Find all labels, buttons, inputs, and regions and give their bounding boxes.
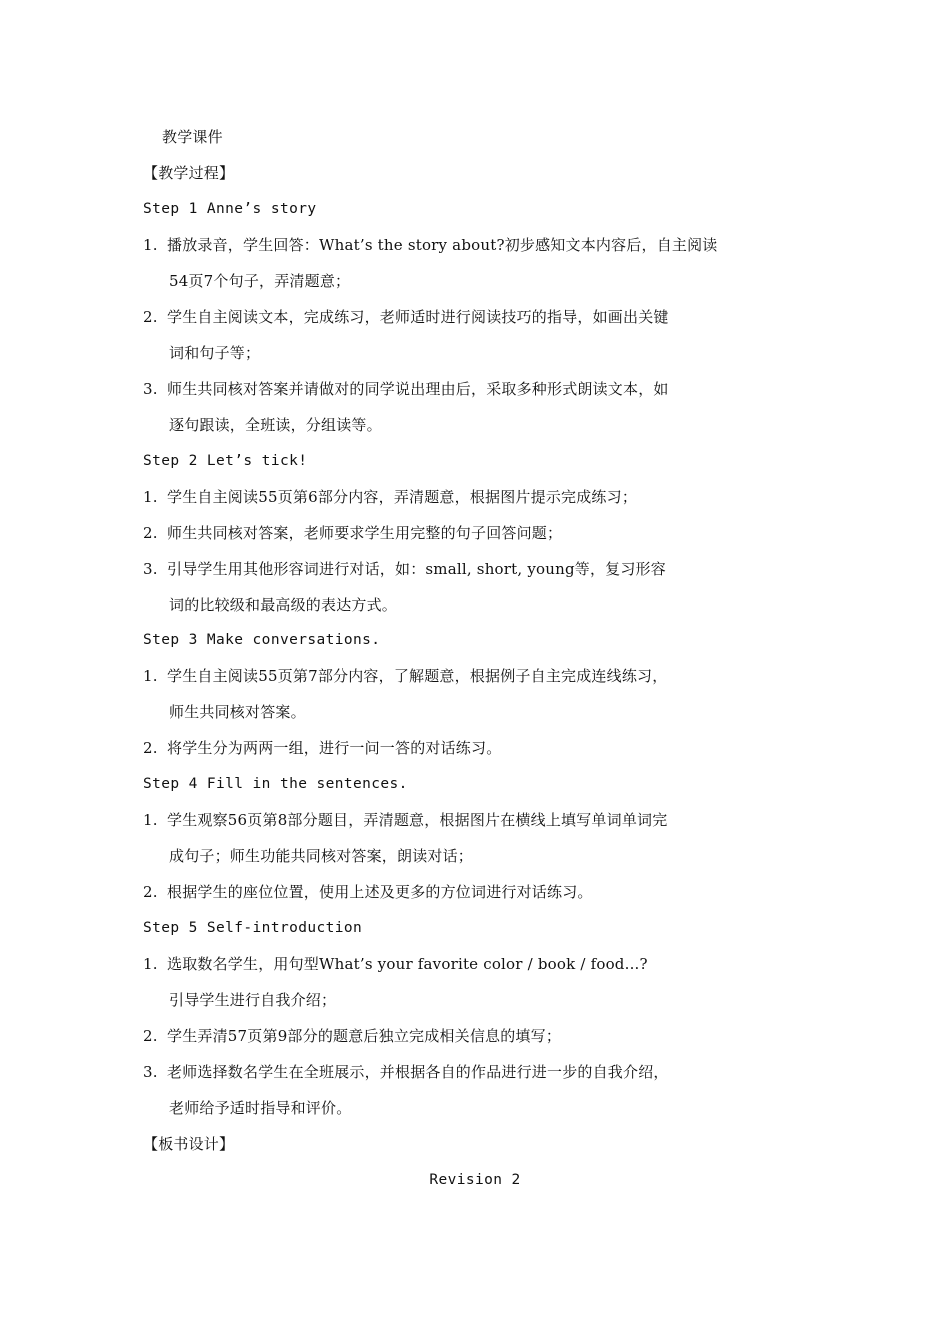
list-number: 1. [143,811,158,829]
list-item-text: 学生自主阅读文本，完成练习，老师适时进行阅读技巧的指导，如画出关键 [167,308,669,326]
list-number: 1. [143,667,158,685]
step-1-item-1 [143,235,718,255]
step-5-item-1-cont: 引导学生进行自我介绍； [169,991,337,1009]
list-item-text: 学生弄清57页第9部分的题意后独立完成相关信息的填写； [167,1027,562,1045]
list-item-text: 师生共同核对答案，老师要求学生用完整的句子回答问题； [167,524,563,542]
list-item-text: 老师选择数名学生在全班展示，并根据各自的作品进行进一步的自我介绍， [167,1063,669,1081]
step-2-title: Step 2 Let’s tick! [143,453,308,469]
list-item-text: 根据学生的座位位置，使用上述及更多的方位词进行对话练习。 [167,883,593,901]
board-title: Revision 2 [429,1172,521,1188]
step-1-title: Step 1 Anne’s story [143,201,317,217]
step-5-item-3-cont: 老师给予适时指导和评价。 [169,1099,352,1117]
step-4-item-2 [143,882,593,902]
list-item-text: 引导学生用其他形容词进行对话，如：small, short, young等，复习形容 [167,560,666,578]
list-number: 1. [143,955,158,973]
step-1-item-2-cont: 词和句子等； [169,344,261,362]
step-2-item-3 [143,559,666,579]
list-item-text: 选取数名学生，用句型What’s your favorite color / book / food...? [167,955,648,973]
list-number: 3. [143,560,158,578]
list-number: 2. [143,739,158,757]
step-3-item-1 [143,666,667,686]
step-5-item-2 [143,1026,561,1046]
step-3-item-1-cont: 师生共同核对答案。 [169,703,306,721]
step-4-title: Step 4 Fill in the sentences. [143,776,408,792]
list-item-text: 播放录音，学生回答：What’s the story about?初步感知文本内容后，自主阅读 [167,236,718,254]
list-number: 3. [143,380,158,398]
list-item-text: 学生自主阅读55页第6部分内容，弄清题意，根据图片提示完成练习； [167,488,638,506]
step-1-item-3-cont: 逐句跟读，全班读，分组读等。 [169,416,382,434]
list-number: 2. [143,1027,158,1045]
list-item-text: 师生共同核对答案并请做对的同学说出理由后，采取多种形式朗读文本，如 [167,380,669,398]
step-2-item-3-cont: 词的比较级和最高级的表达方式。 [169,596,398,614]
list-item-text: 将学生分为两两一组，进行一问一答的对话练习。 [167,739,502,757]
list-number: 2. [143,308,158,326]
step-4-item-1 [143,810,667,830]
list-number: 1. [143,488,158,506]
section-process-heading: 【教学过程】 [143,164,235,182]
step-1-item-2 [143,307,669,327]
step-5-title: Step 5 Self-introduction [143,920,363,936]
step-1-item-1-cont: 54页7个句子，弄清题意； [169,272,351,290]
step-5-item-1 [143,954,648,974]
list-number: 2. [143,524,158,542]
list-number: 1. [143,236,158,254]
list-item-text: 学生自主阅读55页第7部分内容，了解题意，根据例子自主完成连线练习， [167,667,668,685]
step-5-item-3 [143,1062,669,1082]
step-4-item-1-cont: 成句子；师生功能共同核对答案，朗读对话； [169,847,474,865]
section-board-heading: 【板书设计】 [143,1135,235,1153]
list-item-text: 学生观察56页第8部分题目，弄清题意，根据图片在横线上填写单词单词完 [167,811,668,829]
step-3-item-2 [143,738,501,758]
list-number: 2. [143,883,158,901]
section-courseware-heading: 教学课件 [162,128,223,146]
list-number: 3. [143,1063,158,1081]
step-1-item-3 [143,379,669,399]
step-3-title: Step 3 Make conversations. [143,632,381,648]
step-2-item-1 [143,487,637,507]
step-2-item-2 [143,523,562,543]
